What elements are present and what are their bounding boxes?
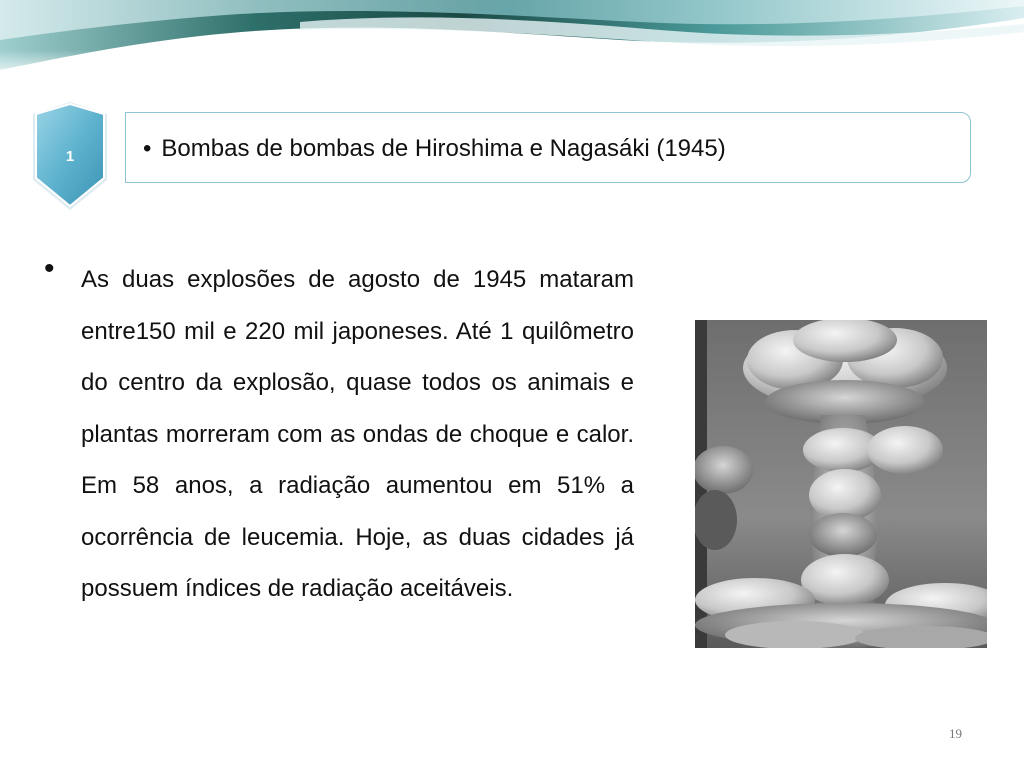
title-box <box>125 112 971 183</box>
title-label: Bombas de bombas de Hiroshima e Nagasáki (1945) <box>161 135 726 162</box>
title-bullet: • <box>143 135 152 162</box>
step-number: 1 <box>65 148 75 165</box>
header-wave-decoration <box>0 0 1024 80</box>
page-number: 19 <box>949 726 962 741</box>
slide-title <box>143 135 726 163</box>
body-bullet: • <box>44 252 55 285</box>
body-paragraph: As duas explosões de agosto de 1945 mataram entre150 mil e 220 mil japoneses. Até 1 quilômetro do centro da explosão, quase todos os animais e plantas morreram com as ondas de choque e calor. Em 58 anos, a radiação aumentou em 51% a ocorrência de leucemia. Hoje, as duas cidades já possuem índices de radiação aceitáveis. <box>81 266 634 602</box>
mushroom-cloud-photo <box>695 320 987 648</box>
